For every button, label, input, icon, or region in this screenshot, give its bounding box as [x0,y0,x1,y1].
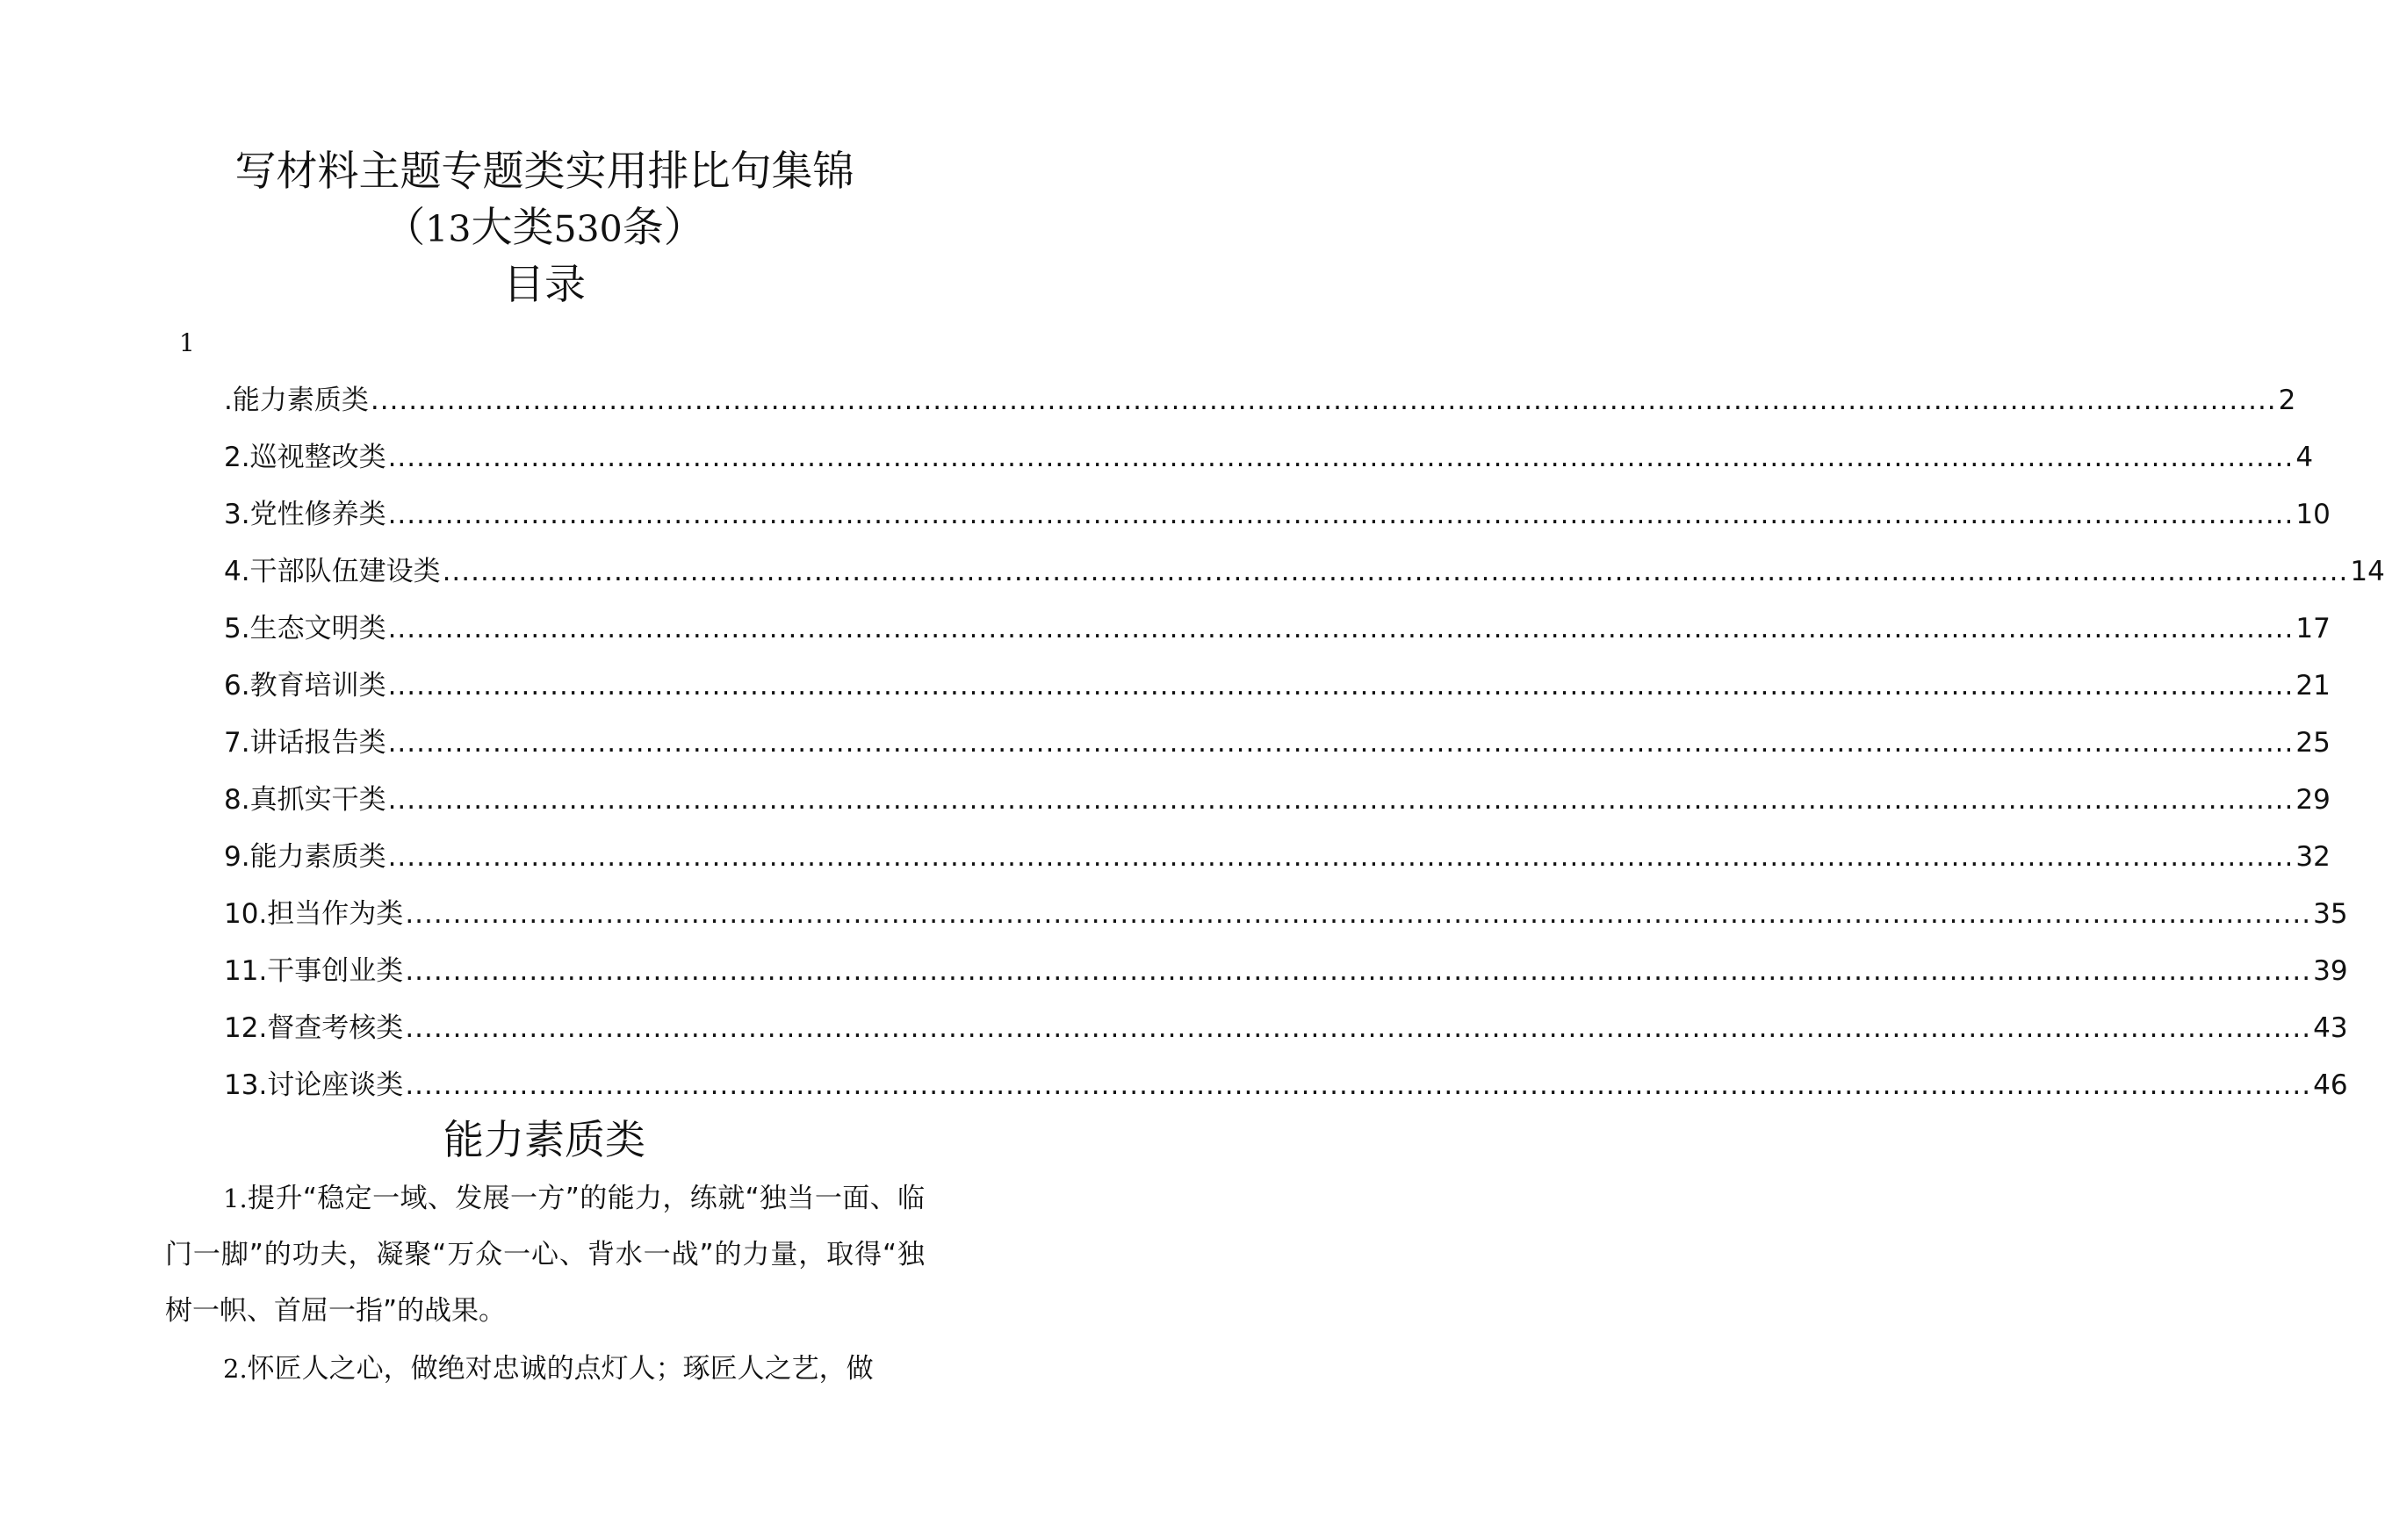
toc-leader-dots: ........................................................................................................................................................................................................ [405,955,2312,987]
subtitle-open-paren: （ [384,204,426,252]
toc-leader-dots: ........................................................................................................................................................................................................ [387,442,2295,473]
toc-leader-dots: ........................................................................................................................................................................................................ [405,1069,2312,1101]
toc-leader-dots: ........................................................................................................................................................................................................ [387,727,2295,759]
paragraph-number: 1. [223,1184,248,1213]
toc-leader-dots: ........................................................................................................................................................................................................ [387,784,2295,816]
toc-entry-page: 25 [2295,727,2331,759]
section-paragraph-1 [165,1170,925,1339]
document-title: 写材料主题专题类实用排比句集锦 [234,148,854,196]
subtitle-item-count: 530 [553,208,623,250]
toc-entry[interactable] [224,725,2331,782]
toc-entry-label: 13.讨论座谈类 [224,1069,404,1101]
toc-entry-label: 9.能力素质类 [224,841,386,873]
toc-entry[interactable] [224,1011,2348,1068]
toc-entry[interactable] [224,611,2331,668]
toc-entry[interactable] [224,668,2331,725]
toc-entry[interactable] [224,440,2314,497]
paragraph-text: 提升“稳定一域、发展一方”的能力，练就“独当一面、临门一脚”的功夫，凝聚“万众一心、背水一战”的力量，取得“独树一帜、首屈一指”的战果。 [165,1183,925,1327]
toc-entry-label: 11.干事创业类 [224,955,404,987]
toc-number-fragment: 1 [179,328,195,357]
toc-entry-label: .能力素质类 [224,385,369,416]
subtitle-item-label: 条） [622,204,705,252]
toc-entry-page: 2 [2278,385,2296,416]
toc-entry-page: 14 [2350,556,2385,587]
toc-entry[interactable] [224,782,2331,839]
toc-entry-page: 17 [2295,613,2331,644]
toc-entry-label: 3.党性修养类 [224,499,386,530]
toc-entry-label: 6.教育培训类 [224,670,386,702]
toc-entry-page: 32 [2295,841,2331,873]
toc-leader-dots: ........................................................................................................................................................................................................ [442,556,2349,587]
toc-leader-dots: ........................................................................................................................................................................................................ [370,385,2277,416]
toc-entry-page: 35 [2313,898,2348,930]
toc-entry-label: 7.讲话报告类 [224,727,386,759]
section-paragraph-2 [165,1341,925,1397]
document-subtitle [0,202,1089,255]
paragraph-number: 2. [223,1354,248,1384]
toc-entry-page: 21 [2295,670,2331,702]
table-of-contents [224,383,2385,1125]
toc-entry[interactable] [224,497,2331,554]
toc-entry-page: 46 [2313,1069,2348,1101]
toc-entry-label: 4.干部队伍建设类 [224,556,441,587]
toc-entry-label: 12.督查考核类 [224,1012,404,1044]
paragraph-text: 怀匠人之心，做绝对忠诚的点灯人；琢匠人之艺，做 [247,1353,874,1385]
toc-entry-page: 39 [2313,955,2348,987]
toc-entry-label: 8.真抓实干类 [224,784,386,816]
toc-entry-page: 43 [2313,1012,2348,1044]
toc-entry[interactable] [224,839,2331,896]
toc-entry-page: 29 [2295,784,2331,816]
section-heading: 能力素质类 [443,1116,645,1163]
toc-entry-label: 2.巡视整改类 [224,442,386,473]
toc-leader-dots: ........................................................................................................................................................................................................ [405,1012,2312,1044]
toc-entry-label: 10.担当作为类 [224,898,404,930]
toc-entry-label: 5.生态文明类 [224,613,386,644]
toc-leader-dots: ........................................................................................................................................................................................................ [387,841,2295,873]
subtitle-category-label: 大类 [471,204,554,252]
toc-heading: 目录 [503,261,586,309]
toc-entry[interactable] [224,954,2348,1011]
subtitle-category-count: 13 [425,208,472,250]
toc-leader-dots: ........................................................................................................................................................................................................ [387,613,2295,644]
toc-leader-dots: ........................................................................................................................................................................................................ [405,898,2312,930]
toc-entry-page: 10 [2295,499,2331,530]
toc-leader-dots: ........................................................................................................................................................................................................ [387,499,2295,530]
toc-entry[interactable] [224,383,2296,440]
toc-entry-page: 4 [2295,442,2314,473]
toc-leader-dots: ........................................................................................................................................................................................................ [387,670,2295,702]
toc-entry[interactable] [224,896,2348,954]
toc-entry[interactable] [224,554,2385,611]
